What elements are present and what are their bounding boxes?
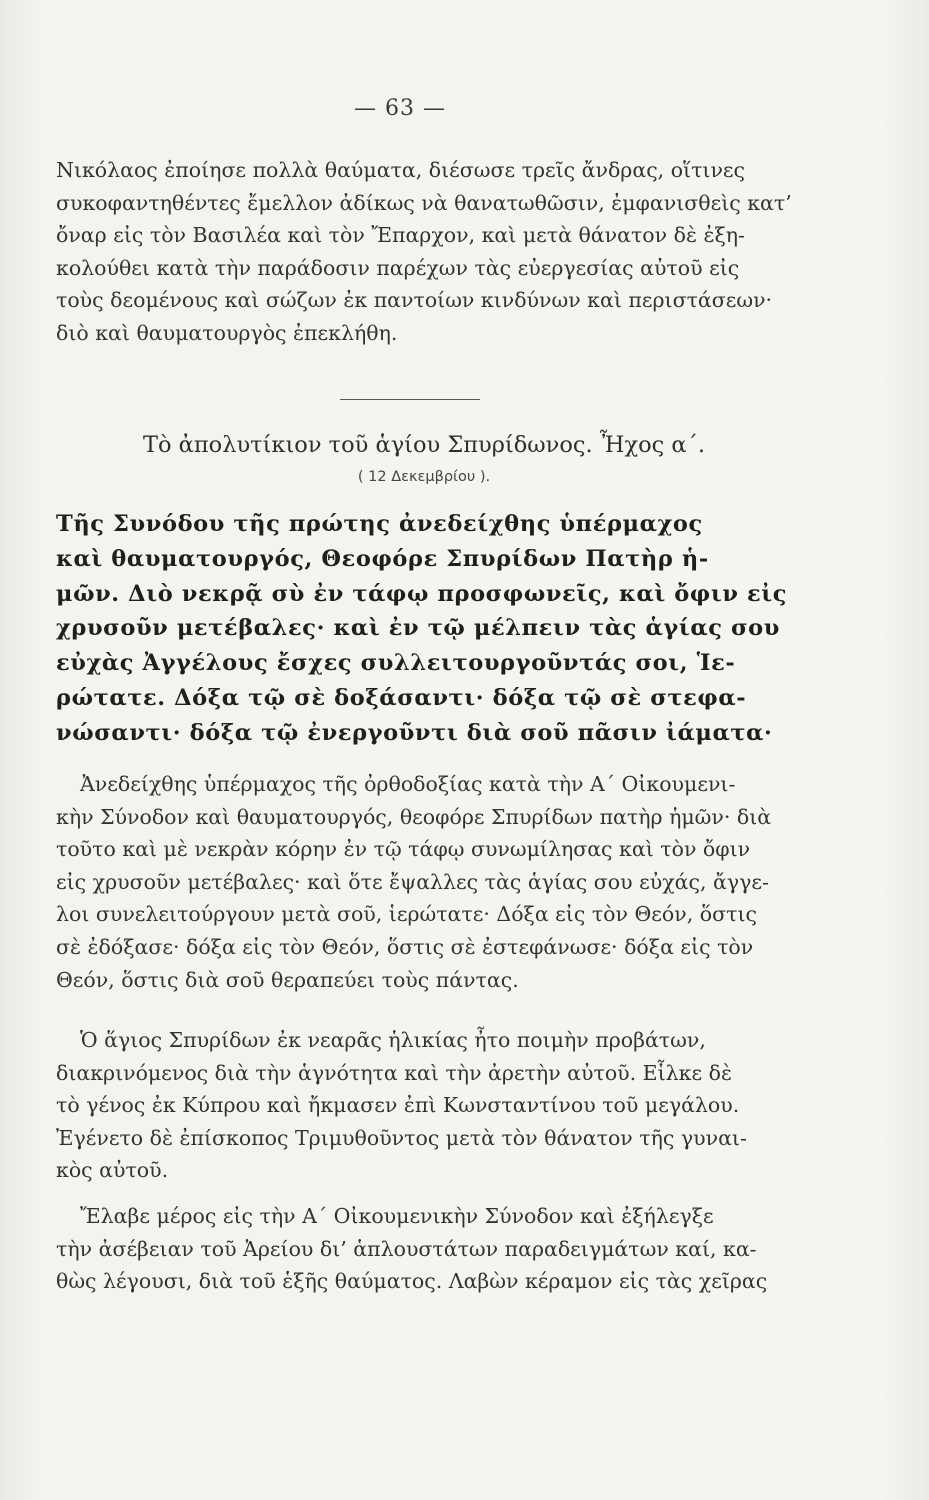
text-line: κὸς αὐτοῦ.	[56, 1158, 169, 1183]
hymn-line: νώσαντι· δόξα τῷ ἐνεργοῦντι διὰ σοῦ πᾶσιν ἰάματα·	[56, 719, 773, 746]
text-line: θὼς λέγουσι, διὰ τοῦ ἑξῆς θαύματος. Λαβὼν κέραμον εἰς τὰς χεῖρας	[56, 1269, 768, 1294]
hymn-line: εὐχὰς Ἀγγέλους ἔσχες συλλειτουργοῦντάς σοι, Ἱε-	[56, 650, 736, 677]
intro-paragraph	[56, 154, 792, 350]
text-line: Ὁ ἅγιος Σπυρίδων ἐκ νεαρᾶς ἡλικίας ἦτο ποιμὴν προβάτων,	[80, 1028, 706, 1052]
life-paragraph	[56, 1024, 792, 1187]
hymn-line: χρυσοῦν μετέβαλες· καὶ ἐν τῷ μέλπειν τὰς ἁγίας σου	[56, 615, 780, 642]
text-line: Ἀνεδείχθης ὑπέρμαχος τῆς ὀρθοδοξίας κατὰ τὴν Α΄ Οἰκουμενι-	[80, 772, 736, 796]
text-line: Θεόν, ὅστις διὰ σοῦ θεραπεύει τοὺς πάντας.	[56, 967, 519, 992]
section-heading: Τὸ ἀπολυτίκιον τοῦ ἁγίου Σπυρίδωνος. Ἦχος α΄.	[142, 432, 706, 458]
hymn-line: Τῆς Συνόδου τῆς πρώτης ἀνεδείχθης ὑπέρμαχος	[56, 511, 703, 537]
text-line: Νικόλαος ἐποίησε πολλὰ θαύματα, διέσωσε τρεῖς ἄνδρας, οἵτινες	[56, 158, 746, 182]
page-number: — 63 —	[354, 96, 446, 121]
paraphrase-paragraph	[56, 768, 792, 996]
text-line: Ἔλαβε μέρος εἰς τὴν Α΄ Οἰκουμενικὴν Σύνοδον καὶ ἐξήλεγξε	[80, 1204, 714, 1228]
text-line: λοι συνελειτούργουν μετὰ σοῦ, ἱερώτατε· Δόξα εἰς τὸν Θεόν, ὅστις	[56, 902, 757, 927]
text-line: ὄναρ εἰς τὸν Βασιλέα καὶ τὸν Ἔπαρχον, καὶ μετὰ θάνατον δὲ ἐξη-	[56, 223, 745, 248]
hymn-line: ρώτατε. Δόξα τῷ σὲ δοξάσαντι· δόξα τῷ σὲ στεφα-	[56, 684, 747, 711]
text-line: τὴν ἀσέβειαν τοῦ Ἀρείου δι’ ἁπλουστάτων παραδειγμάτων καί, κα-	[56, 1236, 757, 1261]
hymn-line: καὶ θαυματουργός, Θεοφόρε Σπυρίδων Πατὴρ ἡ-	[56, 545, 709, 572]
text-line: κὴν Σύνοδον καὶ θαυματουργός, θεοφόρε Σπυρίδων πατὴρ ἡμῶν· διὰ	[56, 804, 772, 829]
text-line: Ἐγένετο δὲ ἐπίσκοπος Τριμυθοῦντος μετὰ τὸν θάνατον τῆς γυναι-	[56, 1125, 747, 1150]
text-line: κολούθει κατὰ τὴν παράδοσιν παρέχων τὰς εὐεργεσίας αὐτοῦ εἰς	[56, 255, 740, 280]
text-line: διακρινόμενος διὰ τὴν ἁγνότητα καὶ τὴν ἀρετὴν αὐτοῦ. Εἷλκε δὲ	[56, 1060, 732, 1085]
text-line: τὸ γένος ἐκ Κύπρου καὶ ἤκμασεν ἐπὶ Κωνσταντίνου τοῦ μεγάλου.	[56, 1093, 740, 1118]
council-paragraph	[56, 1200, 792, 1298]
section-divider	[340, 399, 480, 400]
section-date: ( 12 Δεκεμβρίου ).	[357, 469, 491, 485]
text-line: συκοφαντηθέντες ἔμελλον ἀδίκως νὰ θανατωθῶσιν, ἐμφανισθεὶς κατ’	[56, 190, 792, 215]
hymn-line: μῶν. Διὸ νεκρᾷ σὺ ἐν τάφῳ προσφωνεῖς, καὶ ὄφιν εἰς	[56, 580, 788, 607]
text-line: εἰς χρυσοῦν μετέβαλες· καὶ ὅτε ἔψαλλες τὰς ἁγίας σου εὐχάς, ἄγγε-	[56, 869, 769, 894]
text-line: διὸ καὶ θαυματουργὸς ἐπεκλήθη.	[56, 320, 398, 345]
hymn-text	[56, 507, 792, 751]
text-line: τοὺς δεομένους καὶ σώζων ἐκ παντοίων κινδύνων καὶ περιστάσεων·	[56, 288, 773, 313]
text-line: τοῦτο καὶ μὲ νεκρὰν κόρην ἐν τῷ τάφῳ συνωμίλησας καὶ τὸν ὄφιν	[56, 837, 751, 862]
text-line: σὲ ἐδόξασε· δόξα εἰς τὸν Θεόν, ὅστις σὲ ἐστεφάνωσε· δόξα εἰς τὸν	[56, 934, 754, 959]
